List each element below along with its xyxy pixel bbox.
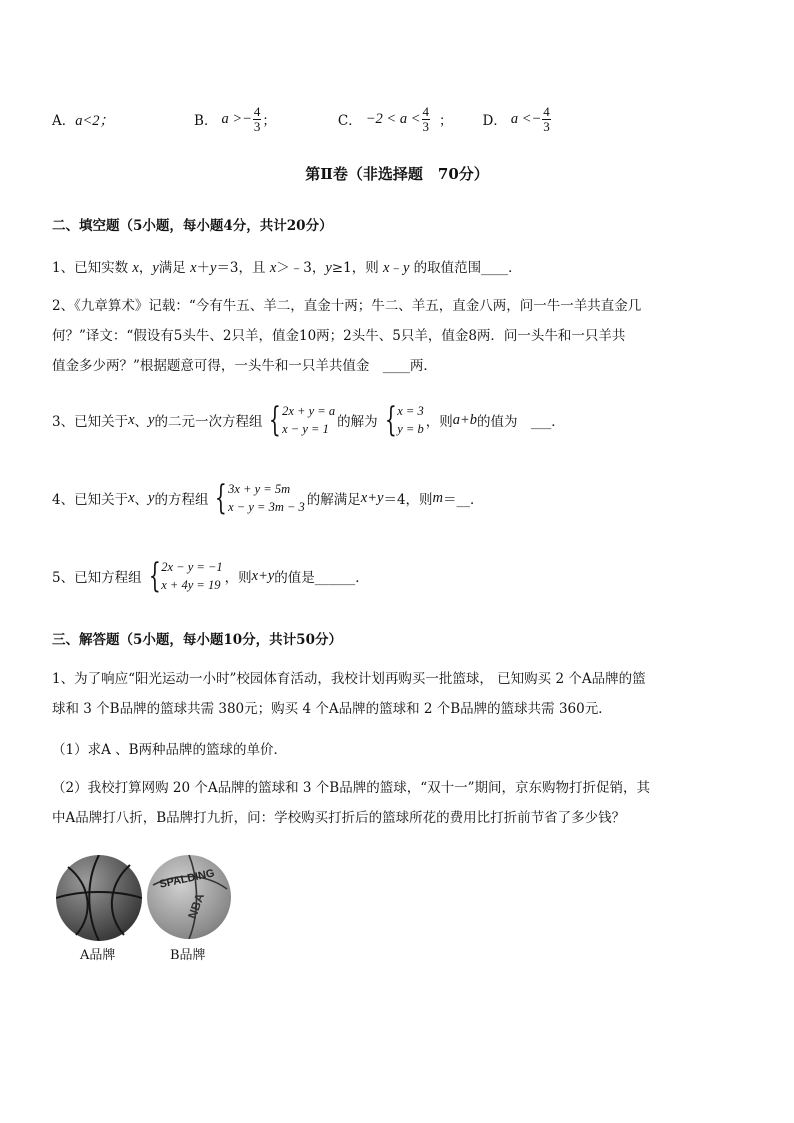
question-3: 3、已知关于 x 、 y 的二元一次方程组 { 2x + y = a x − y = 1 的解为 { x = 3 y = b ，则 a+b 的值为 ___． xyxy=(52,400,565,440)
nba-logo-text: NBA xyxy=(184,891,208,921)
caption-b: B品牌 xyxy=(170,948,206,963)
equation-system-2: { 3x + y = 5m x − y = 3m − 3 xyxy=(215,478,305,518)
fraction-b: $\frac{4}{3}$ xyxy=(253,103,261,134)
solve-heading: 三、解答题（5小题，每小题10分，共计50分） xyxy=(52,632,342,648)
spalding-logo-text: SPALDING xyxy=(158,867,216,891)
section-title: 第Ⅱ卷（非选择题 70分） xyxy=(305,165,489,183)
problem-1-part-2: （2）我校打算网购 20 个A品牌的篮球和 3 个B品牌的篮球，“双十一”期间，京东购物打折促销，其 中A品牌打八折，B品牌打九折，问：学校购买打折后的篮球所花的费用比打折前节省了多少钱？ xyxy=(52,780,650,826)
equation-system-1: { 2x + y = a x − y = 1 xyxy=(269,400,336,440)
caption-a: A品牌 xyxy=(80,948,116,963)
basketball-seams xyxy=(56,855,142,941)
option-d[interactable]: D． a <− $\frac{4}{3}$ xyxy=(482,103,550,134)
mc-options-row xyxy=(52,104,552,134)
basketball-icon xyxy=(56,855,142,941)
fraction-c: $\frac{4}{3}$ xyxy=(422,103,429,134)
equation-system-3: { 2x − y = −1 x + 4y = 19 xyxy=(148,556,223,596)
option-b[interactable]: B． a >− $\frac{4}{3}$ ； xyxy=(194,103,276,134)
question-4: 4、已知关于 x 、 y 的方程组 { 3x + y = 5m x − y = 3m − 3 的解满足 x+y ＝4，则 m ＝__． xyxy=(52,478,484,518)
problem-1-part-1: （1）求A 、B两种品牌的篮球的单价． xyxy=(52,742,288,758)
option-c[interactable]: C． −2 < a < $\frac{4}{3}$ ； xyxy=(337,103,453,134)
option-a[interactable]: A． a<2； xyxy=(52,112,115,129)
question-2: 2、《九章算术》记载：“今有牛五、羊二，直金十两；牛二、羊五，直金八两，问一牛一羊共直金几 何？”译文：“假设有5头牛、2只羊，值金10两；2头牛、5只羊，值金8两．问一头牛和一只羊共 值金多少两？”根据题意可得，一头牛和一只羊共值金 ____两． xyxy=(52,298,642,374)
solution-system: { x = 3 y = b xyxy=(384,400,424,440)
question-1: 1、已知实数 x，y满足 x＋y＝3，且 x＞﹣3，y≥1，则 x﹣y 的取值范围____． xyxy=(52,260,522,276)
question-5: 5、已知方程组 { 2x − y = −1 x + 4y = 19 ，则 x+y 的值是______． xyxy=(52,556,369,596)
fraction-d: $\frac{4}{3}$ xyxy=(543,103,550,134)
fill-in-heading: 二、填空题（5小题，每小题4分，共计20分） xyxy=(52,218,333,234)
spalding-ball-seams xyxy=(147,855,231,939)
problem-1: 1、为了响应“阳光运动一小时”校园体育活动，我校计划再购买一批篮球， 已知购买 2 个A品牌的篮 球和 3 个B品牌的篮球共需 380元；购买 4 个A品牌的篮球和 2 个B品牌的篮球共需 360元． xyxy=(52,671,646,717)
spalding-basketball-icon xyxy=(147,855,231,939)
